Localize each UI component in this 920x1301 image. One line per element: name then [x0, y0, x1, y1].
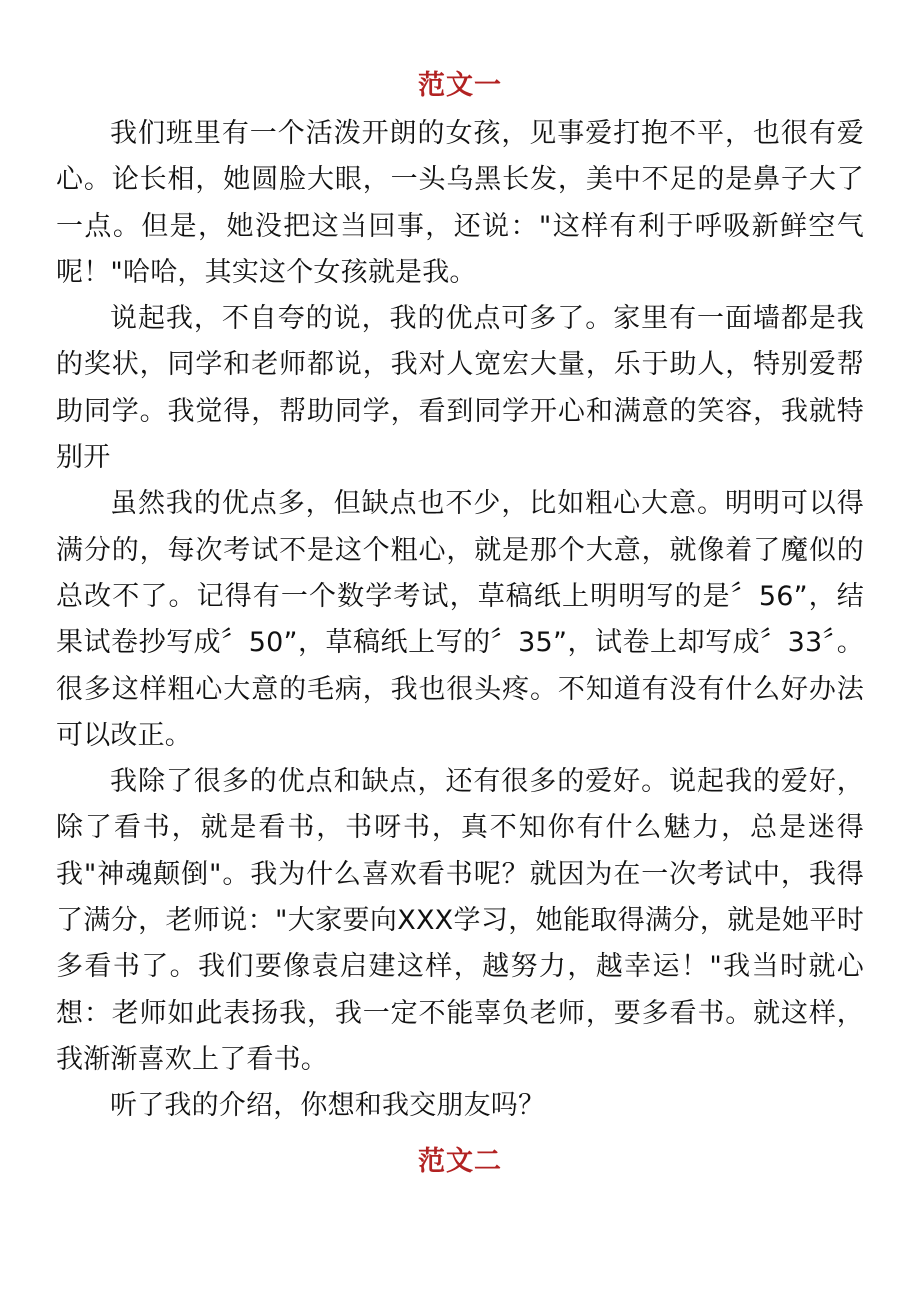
paragraph-1: 我们班里有一个活泼开朗的女孩，见事爱打抱不平，也很有爱心。论长相，她圆脸大眼，一头乌黑长发，美中不足的是鼻子大了一点。但是，她没把这当回事，还说："这样有利于呼吸新鲜空气呢！"哈哈，其实这个女孩就是我。	[56, 118, 864, 288]
heading-sample-essay-1: 范文一	[418, 70, 502, 101]
paragraph-3: 虽然我的优点多，但缺点也不少，比如粗心大意。明明可以得满分的，每次考试不是这个粗心，就是那个大意，就像着了魔似的总改不了。记得有一个数学考试，草稿纸上明明写的是〞56”，结果试卷抄写成〞50”，草稿纸上写的〞35”，试卷上却写成〞33〞。很多这样粗心大意的毛病，我也很头疼。不知道有没有什么好办法可以改正。	[56, 488, 864, 751]
heading-sample-essay-2: 范文二	[418, 1145, 502, 1177]
paragraph-5: 听了我的介绍，你想和我交朋友吗？	[110, 1090, 546, 1122]
paragraph-2: 说起我，不自夸的说，我的优点可多了。家里有一面墙都是我的奖状，同学和老师都说，我对人宽宏大量，乐于助人，特别爱帮助同学。我觉得，帮助同学，看到同学开心和满意的笑容，我就特别开	[56, 303, 864, 474]
paragraph-4: 我除了很多的优点和缺点，还有很多的爱好。说起我的爱好，除了看书，就是看书，书呀书，真不知你有什么魅力，总是迷得我"神魂颠倒"。我为什么喜欢看书呢？就因为在一次考试中，我得了满分，老师说："大家要向XXX学习，她能取得满分，就是她平时多看书了。我们要像袁启建这样，越努力，越幸运！"我当时就心想：老师如此表扬我，我一定不能辜负老师，要多看书。就这样，我渐渐喜欢上了看书。	[56, 766, 864, 1075]
